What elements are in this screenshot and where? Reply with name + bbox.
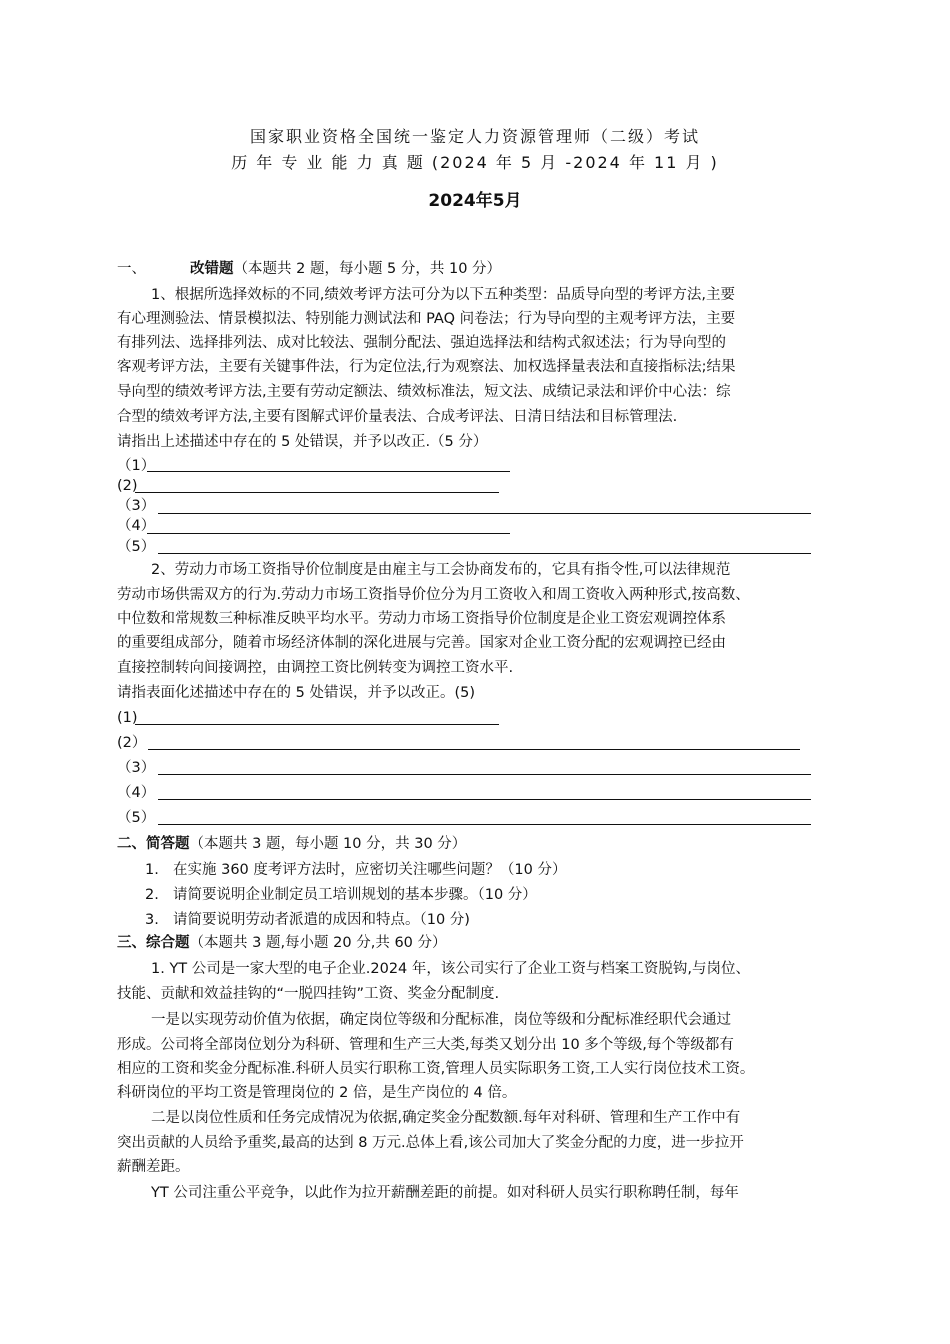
q2-answer-5-label: （5） xyxy=(117,810,156,826)
q2-line: 直接控制转向间接调控，由调控工资比例转变为调控工资水平. xyxy=(117,660,514,676)
q2-answer-5-line[interactable] xyxy=(158,824,811,825)
q1-line: 有排列法、选择排列法、成对比较法、强制分配法、强迫选择法和结构式叙述法；行为导向型的 xyxy=(117,335,726,351)
case-paragraph-line: 薪酬差距。 xyxy=(117,1159,190,1175)
q2-line: 中位数和常规数三种标准反映平均水平。劳动力市场工资指导价位制度是企业工资宏观调控体系 xyxy=(117,611,726,627)
q1-answer-3-label: （3） xyxy=(117,498,156,514)
q1-line: 有心理测验法、情景模拟法、特别能力测试法和 PAQ 问卷法；行为导向型的主观考评方法，主要 xyxy=(117,311,736,327)
case-paragraph-line: 一是以实现劳动价值为依据，确定岗位等级和分配标准，岗位等级和分配标准经职代会通过 xyxy=(151,1012,731,1028)
q2-answer-3-line[interactable] xyxy=(158,774,811,775)
case-paragraph-line: YT 公司注重公平竞争，以此作为拉开薪酬差距的前提。如对科研人员实行职称聘任制，每年 xyxy=(151,1185,739,1201)
case-paragraph-line: 相应的工资和奖金分配标准.科研人员实行职称工资,管理人员实际职务工资,工人实行岗位技术工资。 xyxy=(117,1061,755,1077)
case-paragraph-line: 形成。公司将全部岗位划分为科研、管理和生产三大类,每类又划分出 10 多个等级,每个等级都有 xyxy=(117,1037,734,1053)
q2-answer-2-label: (2） xyxy=(117,735,147,751)
question-text: 请简要说明企业制定员工培训规划的基本步骤。（10 分） xyxy=(173,887,537,903)
section2-question xyxy=(145,908,470,929)
q1-answer-3-line[interactable] xyxy=(158,513,811,514)
section2-question xyxy=(145,858,566,879)
q1-line: 1、根据所选择效标的不同,绩效考评方法可分为以下五种类型：品质导向型的考评方法,主要 xyxy=(151,287,735,303)
question-number: 3. xyxy=(145,912,159,928)
section2-question xyxy=(145,883,537,904)
section1-number: 一、 xyxy=(117,261,146,277)
q2-answer-3-label: （3） xyxy=(117,760,156,776)
q1-line: 导向型的绩效考评方法,主要有劳动定额法、绩效标准法，短文法、成绩记录法和评价中心法：综 xyxy=(117,384,731,400)
section1-note: （本题共 2 题，每小题 5 分，共 10 分） xyxy=(233,261,502,277)
session-date-heading: 2024年5月 xyxy=(428,191,522,211)
case-paragraph-line: 1. YT 公司是一家大型的电子企业.2024 年，该公司实行了企业工资与档案工资脱钩,与岗位、 xyxy=(151,961,750,977)
case-paragraph-line: 二是以岗位性质和任务完成情况为依据,确定奖金分配数额.每年对科研、管理和生产工作中有 xyxy=(151,1110,741,1126)
section3-title: 三、综合题 xyxy=(117,935,190,951)
case-paragraph-line: 突出贡献的人员给予重奖,最高的达到 8 万元.总体上看,该公司加大了奖金分配的力度，进一步拉开 xyxy=(117,1135,744,1151)
question-text: 在实施 360 度考评方法时，应密切关注哪些问题？（10 分） xyxy=(173,862,567,878)
section2-title: 二、简答题 xyxy=(117,836,190,852)
q2-instruction: 请指表面化述描述中存在的 5 处错误，并予以改正。(5) xyxy=(117,685,475,701)
q1-line: 合型的绩效考评方法,主要有图解式评价量表法、合成考评法、日清日结法和目标管理法. xyxy=(117,409,678,425)
q2-answer-2-line[interactable] xyxy=(148,749,800,750)
q1-answer-1-line[interactable] xyxy=(147,471,510,472)
q1-answer-1-label: （1） xyxy=(117,458,156,474)
q1-answer-4-label: （4） xyxy=(117,518,156,534)
q2-answer-1-line[interactable] xyxy=(135,724,499,725)
q1-instruction: 请指出上述描述中存在的 5 处错误，并予以改正.（5 分） xyxy=(117,434,488,450)
section3-heading xyxy=(117,932,447,954)
q2-answer-4-line[interactable] xyxy=(158,799,811,800)
q2-line: 劳动市场供需双方的行为.劳动力市场工资指导价位分为月工资收入和周工资收入两种形式,按高数、 xyxy=(117,587,750,603)
section3-note: （本题共 3 题,每小题 20 分,共 60 分） xyxy=(189,935,447,951)
q1-line: 客观考评方法，主要有关键事件法，行为定位法,行为观察法、加权选择量表法和直接指标法;结果 xyxy=(117,359,736,375)
q1-answer-4-line[interactable] xyxy=(147,533,510,534)
case-paragraph-line: 科研岗位的平均工资是管理岗位的 2 倍，是生产岗位的 4 倍。 xyxy=(117,1085,517,1101)
q2-line: 的重要组成部分，随着市场经济体制的深化进展与完善。国家对企业工资分配的宏观调控已经由 xyxy=(117,635,726,651)
exam-title-line-2: 历 年 专 业 能 力 真 题 (2024 年 5 月 -2024 年 11 月 ) xyxy=(231,153,719,172)
exam-title-line-1: 国家职业资格全国统一鉴定人力资源管理师（二级）考试 xyxy=(249,127,700,146)
question-text: 请简要说明劳动者派遣的成因和特点。（10 分) xyxy=(173,912,470,928)
q1-answer-2-line[interactable] xyxy=(135,492,499,493)
question-number: 1. xyxy=(145,862,159,878)
section1-heading xyxy=(117,258,501,280)
q2-answer-4-label: （4） xyxy=(117,785,156,801)
q1-answer-5-line[interactable] xyxy=(158,553,811,554)
q2-line: 2、劳动力市场工资指导价位制度是由雇主与工会协商发布的，它具有指令性,可以法律规范 xyxy=(151,562,731,578)
section2-note: （本题共 3 题，每小题 10 分，共 30 分） xyxy=(189,836,467,852)
q1-answer-5-label: （5） xyxy=(117,539,156,555)
q1-answer-2-label: (2) xyxy=(117,478,138,494)
q2-answer-1-label: (1) xyxy=(117,710,138,726)
section2-heading xyxy=(117,833,466,855)
case-paragraph-line: 技能、贡献和效益挂钩的“一脱四挂钩”工资、奖金分配制度. xyxy=(117,986,500,1002)
section1-title: 改错题 xyxy=(190,261,234,277)
question-number: 2. xyxy=(145,887,159,903)
